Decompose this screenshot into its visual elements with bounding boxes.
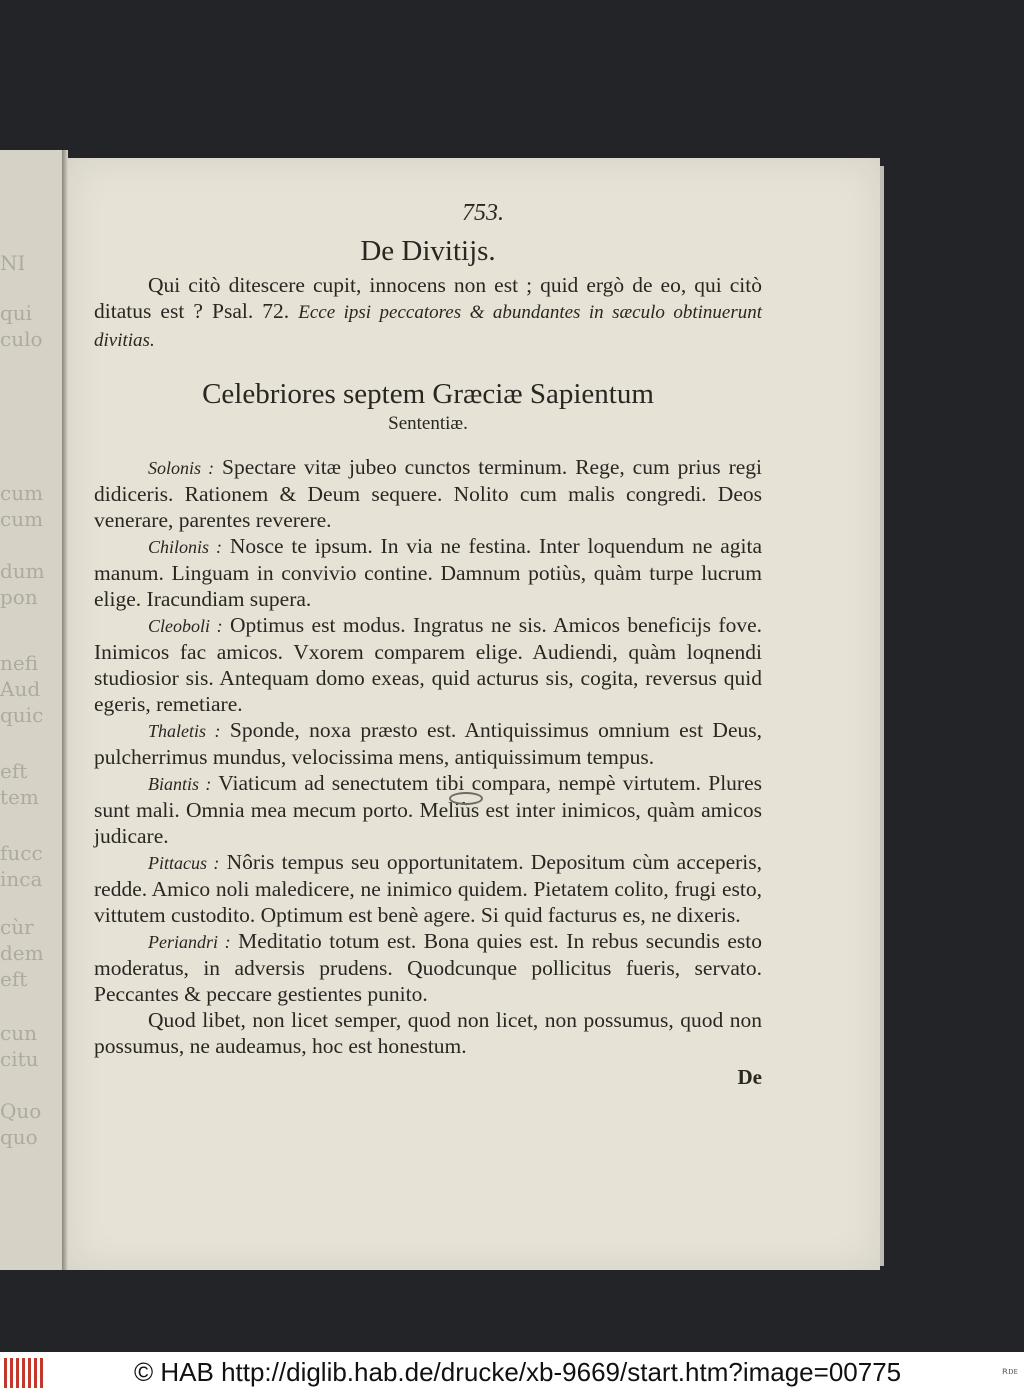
copyright-footer (0, 1352, 1024, 1394)
sages-heading: Celebriores septem Græciæ Sapientum (202, 378, 654, 410)
facing-text-fragment: dem (0, 941, 44, 965)
facing-text-fragment: dum (0, 559, 45, 583)
sages-subheading: Sententiæ. (388, 413, 468, 434)
saying-paragraph (94, 612, 762, 717)
facing-page-edge (0, 150, 64, 1270)
saying-paragraph (94, 849, 762, 928)
footer-mark: ʀᴅᴇ (1002, 1366, 1018, 1377)
facing-text-fragment: Aud (0, 677, 41, 701)
facing-text-fragment: tem (0, 785, 39, 809)
saying-text: Viaticum ad senectutem tibi compara, nempè virtutem. Plures sunt mali. Omnia mea mecum porto. Meliùs est inter inimicos, quàm amicos judicare. (94, 771, 762, 848)
saying-paragraph (94, 928, 762, 1007)
facing-text-fragment: citu (0, 1047, 39, 1071)
saying-paragraph (94, 770, 762, 849)
saying-speaker: Chilonis : (148, 537, 222, 557)
saying-speaker: Thaletis : (148, 721, 221, 741)
closing-paragraph: Quod libet, non licet semper, quod non licet, non possumus, quod non possumus, ne audeamus, hoc est honestum. (94, 1008, 762, 1058)
book-page (68, 158, 880, 1270)
saying-text: Optimus est modus. Ingratus ne sis. Amicos beneficijs fove. Inimicos fac amicos. Vxorem comparem elige. Audiendi, quàm loqnendi studiosior sis. Antequam domo exeas, quid acturus sis, cogita, reversus quid egeris, remetiare. (94, 613, 762, 716)
library-logo-icon (4, 1358, 44, 1388)
saying-paragraph (94, 454, 762, 533)
intro-italic: Ecce ipsi peccatores & abundantes in sæculo obtinuerunt divitias. (94, 302, 763, 351)
saying-speaker: Pittacus : (148, 853, 220, 873)
facing-text-fragment: Quo (0, 1099, 42, 1123)
intro-paragraph (94, 272, 762, 354)
catchword: De (737, 1065, 762, 1089)
facing-text-fragment: fucc (0, 841, 43, 865)
saying-paragraph (94, 717, 762, 770)
saying-speaker: Biantis : (148, 774, 212, 794)
facing-text-fragment: culo (0, 327, 43, 351)
saying-text: Nosce te ipsum. In via ne festina. Inter loquendum ne agita manum. Linguam in convivio contine. Damnum potiùs, quàm turpe lucrum elige. Iracundiam supera. (94, 534, 762, 611)
facing-text-fragment: pon (0, 585, 38, 609)
ink-smudge (449, 792, 483, 805)
saying-text: Nôris tempus seu opportunitatem. Depositum cùm acceperis, redde. Amico noli maledicere, ne inimico quidem. Pietatem colito, frugi esto, vittutem custodito. Optimum est benè agere. Si quid facturus es, ne dixeris. (94, 850, 762, 927)
saying-speaker: Periandri : (148, 932, 231, 952)
page-text (94, 200, 762, 1090)
facing-text-fragment: quo (0, 1125, 38, 1149)
facing-text-fragment: cum (0, 481, 44, 505)
facing-text-fragment: nefi (0, 651, 39, 675)
footer-source-link[interactable]: © HAB http://diglib.hab.de/drucke/xb-9669/start.htm?image=00775 (134, 1357, 902, 1387)
saying-speaker: Cleoboli : (148, 616, 223, 636)
facing-text-fragment: cùr (0, 915, 34, 939)
page-number: 753. (462, 200, 504, 226)
intro-plain: Qui citò ditescere cupit, innocens non est ; quid ergò de eo, qui citò ditatus est ? Psal. 72. (94, 273, 762, 323)
saying-text: Sponde, noxa præsto est. Antiquissimus omnium est Deus, pulcherrimus mundus, velocissima mens, antiquissimum tempus. (94, 718, 762, 769)
facing-text-fragment: quic (0, 703, 44, 727)
facing-text-fragment: qui (0, 301, 33, 325)
facing-text-fragment: eft (0, 967, 28, 991)
facing-text-fragment: NI (0, 251, 26, 275)
page-edge (880, 166, 884, 1266)
facing-text-fragment: eft (0, 759, 28, 783)
saying-text: Spectare vitæ jubeo cunctos terminum. Rege, cum prius regi didiceris. Rationem & Deum sequere. Nolito cum malis congredi. Deos venerare, parentes reverere. (94, 455, 762, 532)
facing-text-fragment: cun (0, 1021, 37, 1045)
facing-text-fragment: inca (0, 867, 43, 891)
facing-text-fragment: cum (0, 507, 44, 531)
saying-speaker: Solonis : (148, 458, 215, 478)
saying-text: Meditatio totum est. Bona quies est. In rebus secundis esto moderatus, in adversis prudens. Quodcunque pollicitus fueris, servato. Peccantes & peccare gestientes punito. (94, 929, 762, 1006)
section-heading: De Divitijs. (360, 235, 496, 267)
saying-paragraph (94, 533, 762, 612)
